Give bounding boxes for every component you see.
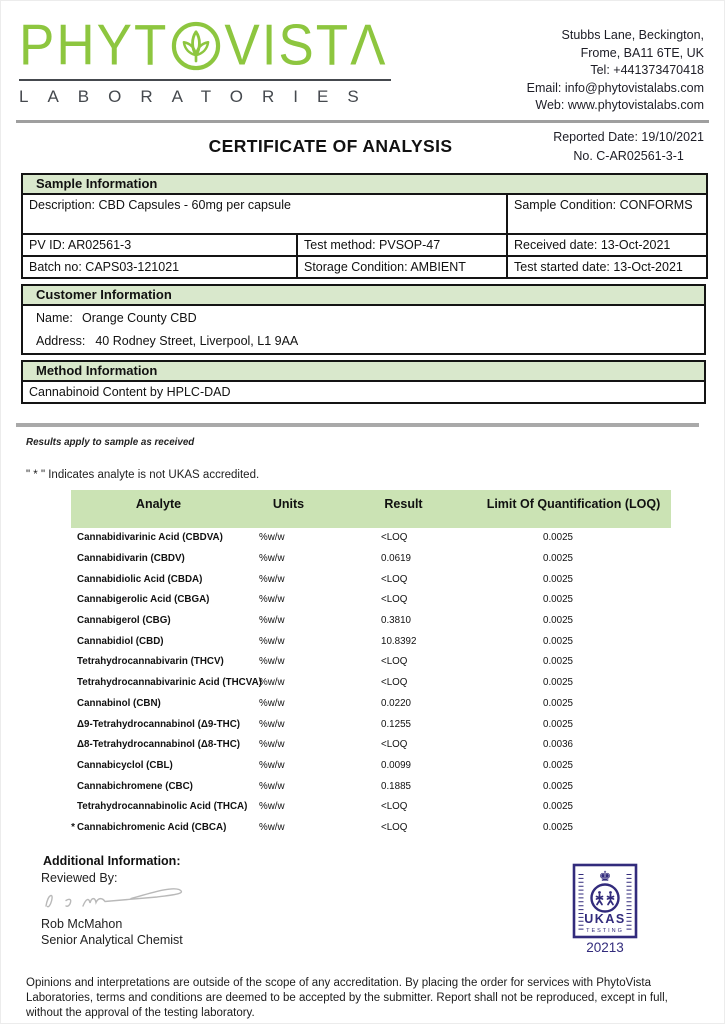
reviewed-by-label: Reviewed By: xyxy=(41,871,118,885)
contact-address-line2: Frome, BA11 6TE, UK xyxy=(580,45,704,60)
table-row xyxy=(71,548,671,569)
analyte-result: <LOQ xyxy=(381,821,408,833)
contact-website: Web: www.phytovistalabs.com xyxy=(535,98,704,112)
analyte-units: %w/w xyxy=(259,573,285,585)
analyte-units: %w/w xyxy=(259,532,285,544)
section-divider xyxy=(16,423,699,427)
analyte-loq: 0.0025 xyxy=(543,780,573,792)
analyte-loq: 0.0025 xyxy=(543,821,573,833)
analyte-loq: 0.0025 xyxy=(543,718,573,730)
analyte-units: %w/w xyxy=(259,677,285,689)
pv-id: PV ID: AR02561-3 xyxy=(22,234,297,256)
page-title: CERTIFICATE OF ANALYSIS xyxy=(208,135,453,156)
report-meta xyxy=(553,128,704,166)
method-information-header xyxy=(22,361,705,381)
reported-date: Reported Date: 19/10/2021 xyxy=(553,129,704,144)
ukas-logo-icon xyxy=(572,863,640,955)
analyte-loq: 0.0025 xyxy=(543,759,573,771)
analyte-result: 0.0220 xyxy=(381,697,411,709)
analyte-result: 0.1255 xyxy=(381,718,411,730)
logo-text-a: Λ xyxy=(350,13,388,78)
analyte-result: <LOQ xyxy=(381,656,408,668)
reviewer-title: Senior Analytical Chemist xyxy=(41,933,183,947)
table-row xyxy=(22,194,707,234)
analyte-loq: 0.0025 xyxy=(543,553,573,565)
storage-condition: Storage Condition: AMBIENT xyxy=(297,256,507,278)
table-row xyxy=(71,776,671,797)
certificate-number: No. C-AR02561-3-1 xyxy=(573,148,684,163)
customer-information-table xyxy=(21,284,706,355)
analyte-loq: 0.0025 xyxy=(543,635,573,647)
review-section xyxy=(1,857,724,961)
table-row xyxy=(71,672,671,693)
logo-text-phyt: PHYT xyxy=(19,13,169,78)
analyte-units: %w/w xyxy=(259,759,285,771)
logo-underline xyxy=(19,79,391,81)
customer-name-line xyxy=(36,311,698,325)
table-row xyxy=(71,652,671,673)
analyte-name: Tetrahydrocannabinolic Acid (THCA) xyxy=(77,801,248,813)
method-name: Cannabinoid Content by HPLC-DAD xyxy=(22,381,705,403)
analyte-name: Cannabicyclol (CBL) xyxy=(77,759,173,771)
contact-telephone: Tel: +441373470418 xyxy=(590,63,704,77)
ukas-name-text: UKAS xyxy=(584,912,626,926)
analyte-loq: 0.0025 xyxy=(543,594,573,606)
analyte-units: %w/w xyxy=(259,739,285,751)
analyte-name: Δ9-Tetrahydrocannabinol (Δ9-THC) xyxy=(77,718,241,730)
table-row xyxy=(71,734,671,755)
table-row xyxy=(71,693,671,714)
table-row xyxy=(71,590,671,611)
table-row xyxy=(22,305,705,354)
table-row xyxy=(71,796,671,817)
section-title: Method Information xyxy=(22,361,705,381)
analyte-result: 0.0099 xyxy=(381,759,411,771)
sample-description: Description: CBD Capsules - 60mg per capsule xyxy=(22,194,507,234)
analyte-result: 10.8392 xyxy=(381,635,417,647)
logo-text-vist: VIST xyxy=(224,13,351,78)
customer-name-label: Name: xyxy=(36,310,73,325)
not-accredited-flag: * xyxy=(71,821,75,833)
table-row xyxy=(22,381,705,403)
table-row xyxy=(71,714,671,735)
column-header-analyte: Analyte xyxy=(71,490,246,528)
contact-email: Email: info@phytovistalabs.com xyxy=(526,80,704,95)
analyte-result: <LOQ xyxy=(381,594,408,606)
accreditation-note: " * " Indicates analyte is not UKAS accredited. xyxy=(26,468,260,481)
analyte-name: Tetrahydrocannabivarinic Acid (THCVA) xyxy=(77,677,262,689)
table-row xyxy=(71,817,671,838)
method-information-table xyxy=(21,360,706,404)
analyte-result: 0.3810 xyxy=(381,615,411,627)
analyte-units: %w/w xyxy=(259,801,285,813)
analyte-name: Cannabichromenic Acid (CBCA) xyxy=(77,821,227,833)
analyte-result: 0.1885 xyxy=(381,780,411,792)
header xyxy=(1,1,724,115)
test-method: Test method: PVSOP-47 xyxy=(297,234,507,256)
analyte-loq: 0.0025 xyxy=(543,677,573,689)
additional-information-label: Additional Information: xyxy=(43,853,181,868)
analyte-units: %w/w xyxy=(259,821,285,833)
ukas-number-text: 20213 xyxy=(586,940,624,955)
analyte-loq: 0.0025 xyxy=(543,532,573,544)
analyte-name: Cannabigerol (CBG) xyxy=(77,615,171,627)
table-row xyxy=(71,755,671,776)
test-started-date: Test started date: 13-Oct-2021 xyxy=(507,256,707,278)
sample-information-table xyxy=(21,173,708,279)
analyte-loq: 0.0025 xyxy=(543,573,573,585)
column-header-loq: Limit Of Quantification (LOQ) xyxy=(476,490,671,528)
customer-name-value: Orange County CBD xyxy=(82,310,197,325)
analyte-name: Cannabinol (CBN) xyxy=(77,697,161,709)
section-title: Sample Information xyxy=(22,174,707,194)
analyte-units: %w/w xyxy=(259,615,285,627)
analyte-result: <LOQ xyxy=(381,739,408,751)
analyte-result: 0.0619 xyxy=(381,553,411,565)
analyte-loq: 0.0025 xyxy=(543,801,573,813)
results-header-row xyxy=(71,490,671,528)
received-date: Received date: 13-Oct-2021 xyxy=(507,234,707,256)
table-row xyxy=(22,256,707,278)
analyte-units: %w/w xyxy=(259,697,285,709)
phytovista-logo xyxy=(19,13,391,107)
analyte-name: Tetrahydrocannabivarin (THCV) xyxy=(77,656,224,668)
analyte-loq: 0.0036 xyxy=(543,739,573,751)
analyte-result: <LOQ xyxy=(381,532,408,544)
sample-condition: Sample Condition: CONFORMS xyxy=(507,194,707,234)
table-row xyxy=(22,234,707,256)
table-row xyxy=(71,631,671,652)
sample-information-header xyxy=(22,174,707,194)
crown-icon: ♚ xyxy=(598,868,612,884)
customer-address-label: Address: xyxy=(36,333,86,348)
footer-disclaimer: Opinions and interpretations are outside of the scope of any accreditation. By placing the order for services with PhytoVista Laboratories, terms and conditions are deemed to be accepted by the submitter. Report shall not be reproduced, except in full, without the approval of the testing laboratory. xyxy=(26,976,668,1019)
table-row xyxy=(71,569,671,590)
analyte-name: Cannabichromene (CBC) xyxy=(77,780,193,792)
logo-wordmark xyxy=(19,13,391,78)
table-row xyxy=(71,528,671,549)
analyte-name: Δ8-Tetrahydrocannabinol (Δ8-THC) xyxy=(77,739,241,751)
title-row xyxy=(1,123,724,173)
reviewer-name: Rob McMahon xyxy=(41,917,123,931)
customer-address-value: 40 Rodney Street, Liverpool, L1 9AA xyxy=(95,333,299,348)
ukas-type-text: TESTING xyxy=(586,928,624,934)
analyte-units: %w/w xyxy=(259,780,285,792)
analyte-loq: 0.0025 xyxy=(543,615,573,627)
analyte-units: %w/w xyxy=(259,656,285,668)
analyte-result: <LOQ xyxy=(381,801,408,813)
analyte-units: %w/w xyxy=(259,718,285,730)
ukas-figures-icon xyxy=(597,891,614,904)
analyte-name: Cannabidiolic Acid (CBDA) xyxy=(77,573,203,585)
results-apply-note: Results apply to sample as received xyxy=(26,436,195,448)
customer-address-line xyxy=(36,334,698,348)
analyte-name: Cannabigerolic Acid (CBGA) xyxy=(77,594,210,606)
batch-no: Batch no: CAPS03-121021 xyxy=(22,256,297,278)
analyte-units: %w/w xyxy=(259,553,285,565)
analyte-name: Cannabidivarinic Acid (CBDVA) xyxy=(77,532,223,544)
leaf-icon xyxy=(171,21,221,71)
table-row xyxy=(71,610,671,631)
analyte-loq: 0.0025 xyxy=(543,656,573,668)
analyte-loq: 0.0025 xyxy=(543,697,573,709)
analyte-name: Cannabidivarin (CBDV) xyxy=(77,553,185,565)
section-title: Customer Information xyxy=(22,285,705,305)
column-header-result: Result xyxy=(331,490,476,528)
contact-address-line1: Stubbs Lane, Beckington, xyxy=(561,28,704,42)
analyte-result: <LOQ xyxy=(381,573,408,585)
analyte-units: %w/w xyxy=(259,635,285,647)
customer-information-header xyxy=(22,285,705,305)
results-table xyxy=(71,490,671,838)
logo-subtitle: LABORATORIES xyxy=(19,87,378,106)
column-header-units: Units xyxy=(246,490,331,528)
analyte-name: Cannabidiol (CBD) xyxy=(77,635,164,647)
analyte-result: <LOQ xyxy=(381,677,408,689)
signature-icon xyxy=(39,886,209,912)
lab-contact-details xyxy=(527,19,704,115)
ukas-accreditation-mark xyxy=(572,863,640,960)
analyte-units: %w/w xyxy=(259,594,285,606)
